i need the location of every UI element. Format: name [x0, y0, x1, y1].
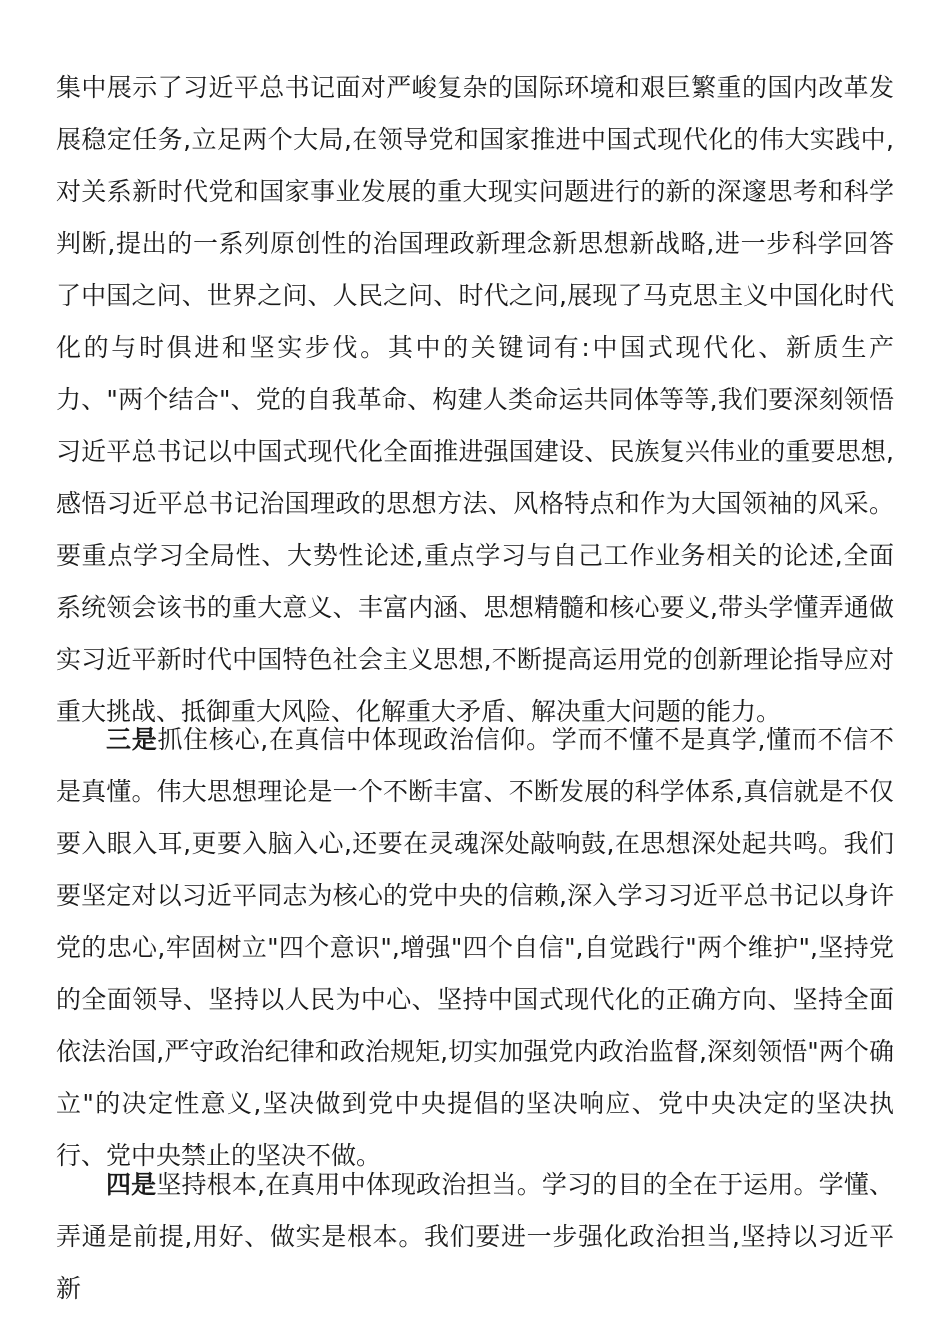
- body-paragraph-1: [56, 62, 894, 738]
- paragraph-2-lead: 三是: [106, 725, 158, 754]
- body-paragraph-3: [56, 1159, 894, 1315]
- body-paragraph-2: [56, 714, 894, 1182]
- paragraph-1-text: 集中展示了习近平总书记面对严峻复杂的国际环境和艰巨繁重的国内改革发展稳定任务,立足两个大局,在领导党和国家推进中国式现代化的伟大实践中,对关系新时代党和国家事业发展的重大现实问题进行的新的深邃思考和科学判断,提出的一系列原创性的治国理政新理念新思想新战略,进一步科学回答了中国之问、世界之问、人民之问、时代之问,展现了马克思主义中国化时代化的与时俱进和坚实步伐。其中的关键词有:中国式现代化、新质生产力、"两个结合"、党的自我革命、构建人类命运共同体等等,我们要深刻领悟习近平总书记以中国式现代化全面推进强国建设、民族复兴伟业的重要思想,感悟习近平总书记治国理政的思想方法、风格特点和作为大国领袖的风采。要重点学习全局性、大势性论述,重点学习与自己工作业务相关的论述,全面系统领会该书的重大意义、丰富内涵、思想精髓和核心要义,带头学懂弄通做实习近平新时代中国特色社会主义思想,不断提高运用党的创新理论指导应对重大挑战、抵御重大风险、化解重大矛盾、解决重大问题的能力。: [56, 73, 894, 726]
- paragraph-3-lead: 四是: [106, 1170, 157, 1199]
- paragraph-2-text: 抓住核心,在真信中体现政治信仰。学而不懂不是真学,懂而不信不是真懂。伟大思想理论是一个不断丰富、不断发展的科学体系,真信就是不仅要入眼入耳,更要入脑入心,还要在灵魂深处敲响鼓,在思想深处起共鸣。我们要坚定对以习近平同志为核心的党中央的信赖,深入学习习近平总书记以身许党的忠心,牢固树立"四个意识",增强"四个自信",自觉践行"两个维护",坚持党的全面领导、坚持以人民为中心、坚持中国式现代化的正确方向、坚持全面依法治国,严守政治纪律和政治规矩,切实加强党内政治监督,深刻领悟"两个确立"的决定性意义,坚决做到党中央提倡的坚决响应、党中央决定的坚决执行、党中央禁止的坚决不做。: [56, 725, 894, 1170]
- paragraph-3-text: 坚持根本,在真用中体现政治担当。学习的目的全在于运用。学懂、弄通是前提,用好、做实是根本。我们要进一步强化政治担当,坚持以习近平新: [56, 1170, 894, 1303]
